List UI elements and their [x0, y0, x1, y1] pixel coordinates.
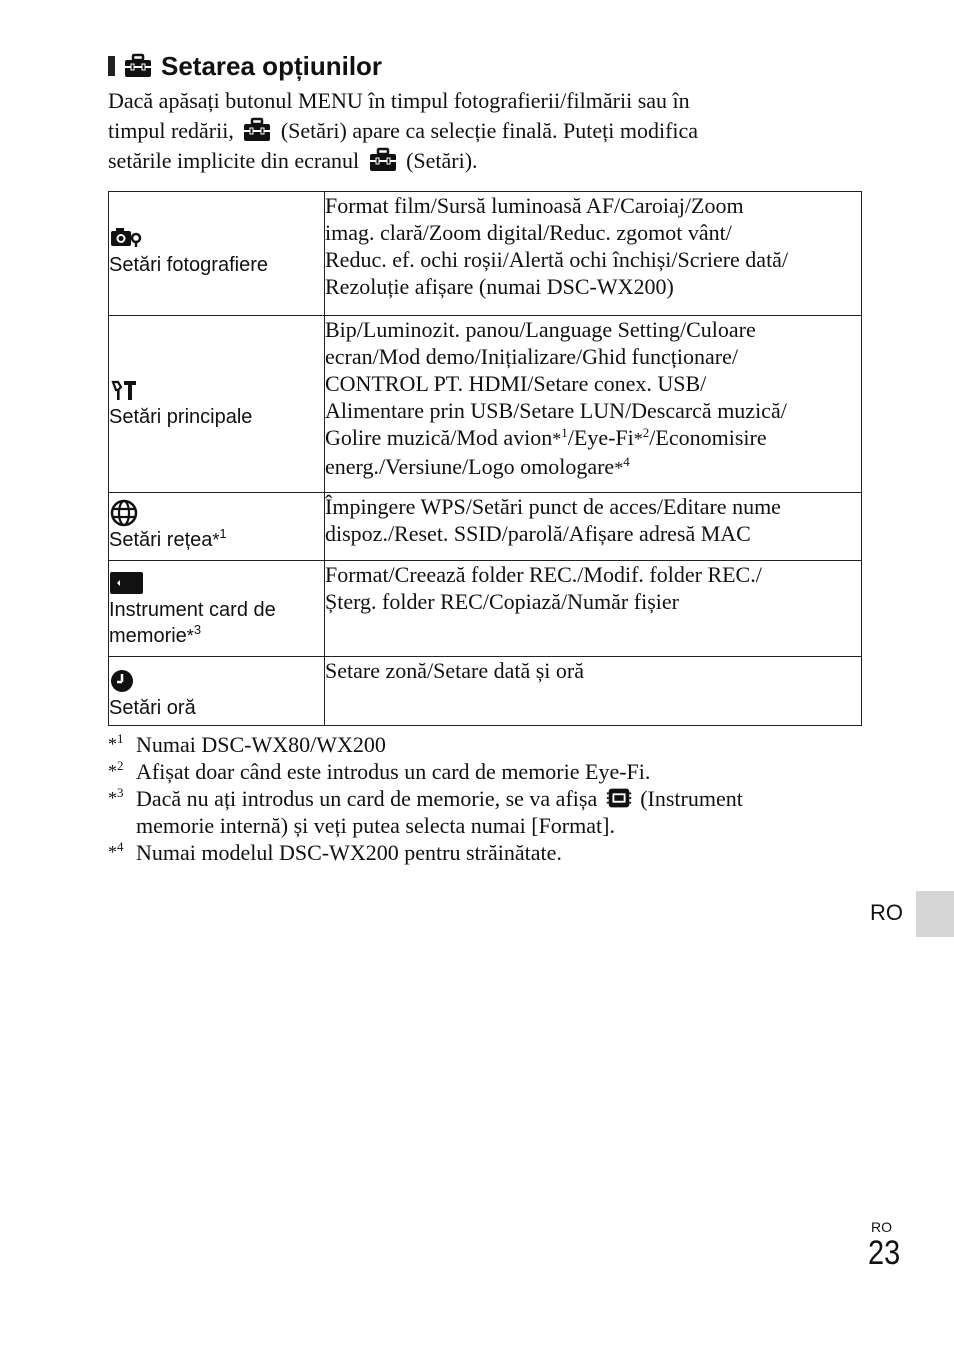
category-label: Setări rețea	[109, 529, 213, 551]
option-text: /Eye-Fi	[567, 425, 634, 450]
intro-line-1: Dacă apăsați butonul MENU în timpul fotografierii/filmării sau în	[108, 88, 690, 113]
footnote-asterisk: *	[108, 842, 117, 862]
option-line: Bip/Luminozit. panou/Language Setting/Culoare	[325, 317, 756, 342]
table-row	[109, 493, 862, 561]
category-label: Setări principale	[109, 406, 253, 428]
option-line: Rezoluție afișare (numai DSC-WX200)	[325, 274, 674, 299]
table-row	[109, 561, 862, 657]
footnote-asterisk: *	[108, 761, 117, 781]
page-number: 23	[868, 1234, 901, 1272]
intro-text: timpul redării,	[108, 118, 234, 143]
footnote-ref: 1	[561, 425, 568, 440]
footnote-number: 3	[117, 785, 124, 800]
section-heading	[108, 48, 382, 84]
footnote	[108, 785, 868, 839]
heading-marker	[108, 56, 115, 76]
footnote-number: 1	[117, 731, 124, 746]
footnote-text	[136, 785, 868, 839]
footnote-text: Numai modelul DSC-WX200 pentru străinătate.	[136, 840, 562, 865]
category-cell	[109, 657, 325, 726]
footnote-asterisk: *	[212, 530, 220, 550]
page-language: RO	[871, 1219, 892, 1235]
category-cell	[109, 561, 325, 657]
memory-card-icon	[109, 569, 143, 597]
footnote-mark	[108, 758, 136, 785]
option-line: Reduc. ef. ochi roșii/Alertă ochi închiși/Scriere dată/	[325, 247, 789, 272]
option-text: Golire muzică/Mod avion	[325, 425, 553, 450]
intro-text: (Setări) apare ca selecție finală. Puteți modifica	[280, 118, 699, 143]
footnote-ref: 2	[642, 425, 650, 440]
option-line: ecran/Mod demo/Inițializare/Ghid funcționare/	[325, 344, 738, 369]
tools-icon	[109, 376, 143, 404]
clock-icon	[109, 667, 143, 695]
option-text: energ./Versiune/Logo omologare	[325, 454, 615, 479]
option-line: Șterg. folder REC/Copiază/Număr fișier	[325, 589, 679, 614]
category-cell	[109, 493, 325, 561]
footnote-mark	[108, 731, 136, 758]
toolbox-icon	[241, 117, 273, 143]
options-cell	[325, 561, 862, 657]
table-row	[109, 192, 862, 316]
options-cell	[325, 316, 862, 493]
option-line	[325, 424, 861, 453]
footnote-ref: 4	[623, 454, 630, 469]
footnote-asterisk: *	[186, 626, 194, 646]
footnote-number: 2	[117, 758, 124, 773]
footnote-asterisk: *	[552, 429, 562, 449]
category-label: Setări oră	[109, 697, 196, 719]
footnote-ref: 1	[219, 526, 227, 541]
internal-memory-icon	[605, 785, 633, 811]
page-title: Setarea opțiunilor	[161, 50, 383, 81]
settings-table	[108, 191, 862, 726]
option-line: Alimentare prin USB/Setare LUN/Descarcă muzică/	[325, 398, 787, 423]
intro-paragraph	[108, 86, 858, 176]
footnote	[108, 758, 868, 785]
footnote-text: Numai DSC-WX80/WX200	[136, 732, 386, 757]
globe-icon	[109, 499, 143, 527]
footnote-text: Afișat doar când este introdus un card de memorie Eye-Fi.	[136, 759, 651, 784]
option-line: Format/Creează folder REC./Modif. folder REC./	[325, 562, 762, 587]
intro-line-2	[108, 116, 858, 146]
category-cell	[109, 192, 325, 316]
option-line: dispoz./Reset. SSID/parolă/Afișare adresă MAC	[325, 521, 751, 546]
options-cell	[325, 657, 862, 726]
footnote-asterisk: *	[633, 429, 643, 449]
side-tab	[916, 891, 954, 937]
category-cell	[109, 316, 325, 493]
category-label: Setări fotografiere	[109, 254, 268, 276]
option-line: Setare zonă/Setare dată și oră	[325, 658, 584, 683]
footnote-asterisk: *	[614, 458, 624, 478]
toolbox-icon	[367, 147, 399, 173]
footnote-text-part: Dacă nu ați introdus un card de memorie, se va afișa	[136, 786, 598, 811]
footnote-text-part: (Instrument	[640, 786, 743, 811]
footnote-mark	[108, 785, 136, 839]
option-text: /Economisire	[649, 425, 767, 450]
footnote	[108, 839, 868, 866]
table-row	[109, 316, 862, 493]
intro-text: (Setări).	[406, 148, 478, 173]
footnote-ref: 3	[193, 622, 202, 637]
options-cell	[325, 192, 862, 316]
footnote-asterisk: *	[108, 734, 117, 754]
table-row	[109, 657, 862, 726]
intro-line-3	[108, 146, 858, 176]
camera-settings-icon	[109, 224, 143, 252]
option-line: Împingere WPS/Setări punct de acces/Editare nume	[325, 494, 781, 519]
footnote-text-part: memorie internă) și veți putea selecta numai [Format].	[136, 813, 615, 838]
option-line	[325, 453, 861, 482]
option-line: Format film/Sursă luminoasă AF/Caroiaj/Zoom	[325, 193, 744, 218]
footnotes	[108, 731, 868, 866]
intro-text: setările implicite din ecranul	[108, 148, 360, 173]
options-cell	[325, 493, 862, 561]
side-tab-label: RO	[870, 900, 903, 925]
category-label: Instrument card de	[109, 599, 276, 621]
option-line: CONTROL PT. HDMI/Setare conex. USB/	[325, 371, 707, 396]
footnote	[108, 731, 868, 758]
toolbox-icon	[123, 53, 153, 79]
footnote-asterisk: *	[108, 788, 117, 808]
footnote-number: 4	[117, 839, 124, 854]
option-line: imag. clară/Zoom digital/Reduc. zgomot vânt/	[325, 220, 732, 245]
category-label: memorie	[109, 625, 187, 647]
footnote-mark	[108, 839, 136, 866]
